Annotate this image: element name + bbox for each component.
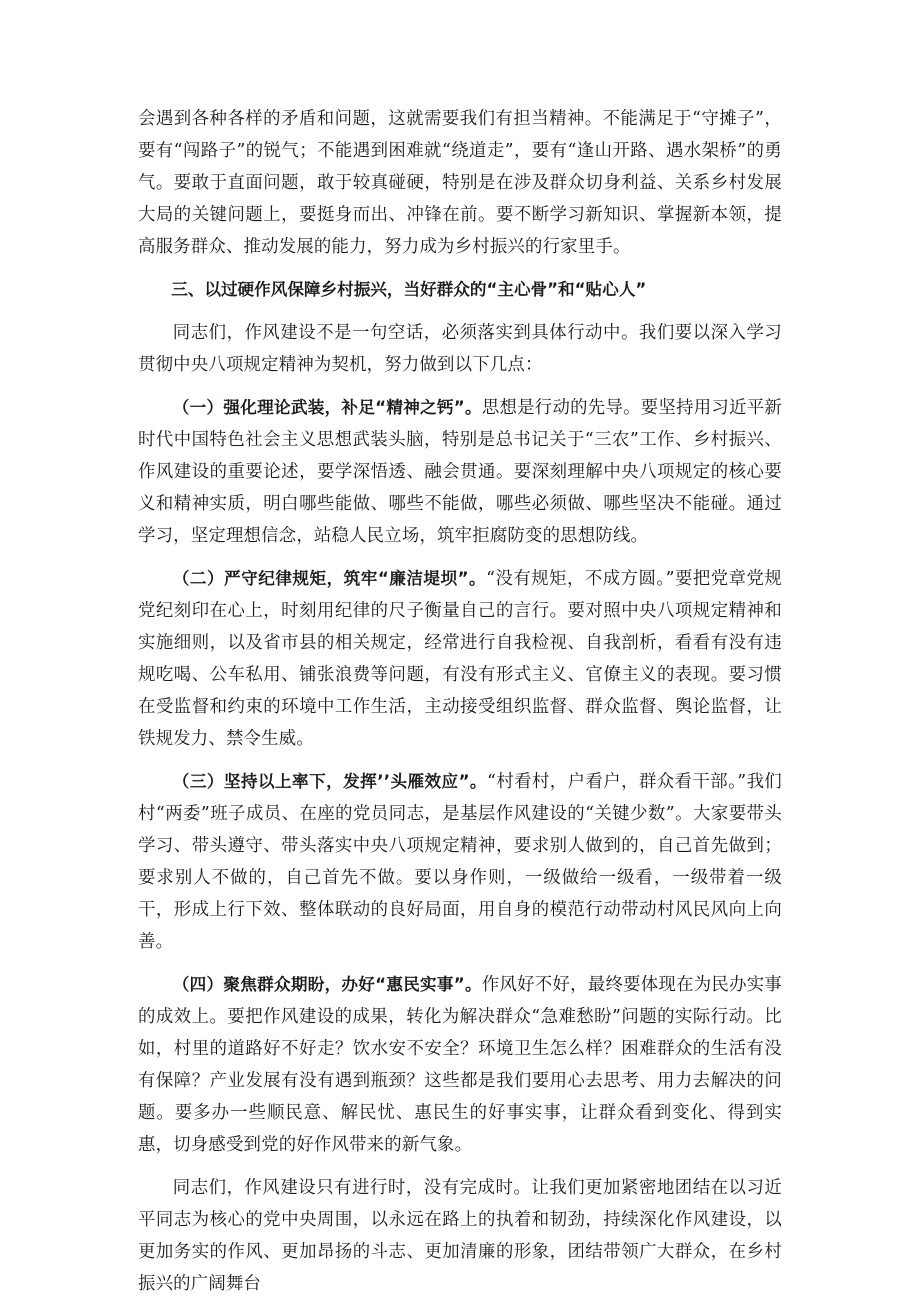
list-item-1-text: 思想是行动的先导。要坚持用习近平新时代中国特色社会主义思想武装头脑，特别是总书记关于“三农”工作、乡村振兴、作风建设的重要论述，要学深悟透、融会贯通。要深刻理解中央八项规定的核心要义和精神实质，明白哪些能做、哪些不能做，哪些必须做、哪些坚决不能碰。通过学习，坚定理想信念，站稳人民立场，筑牢拒腐防变的思想防线。 xyxy=(138,398,782,546)
section-heading-3: 三、以过硬作风保障乡村振兴，当好群众的“主心骨”和“贴心人” xyxy=(171,280,647,299)
list-item-3-lead: （三）坚持以上率下，发挥’’头雁效应”。 xyxy=(172,772,487,791)
paragraph-continuation: 会遇到各种各样的矛盾和问题，这就需要我们有担当精神。不能满足于“守摊子”，要有“闯路子”的锐气；不能遇到困难就“绕道走”，要有“逢山开路、遇水架桥”的勇气。要敢于直面问题，敢于较真碰硬，特别是在涉及群众切身利益、关系乡村发展大局的关键问题上，要挺身而出、冲锋在前。要不断学习新知识、掌握新本领，提高服务群众、推动发展的能力，努力成为乡村振兴的行家里手。 xyxy=(138,109,782,257)
list-item-4-lead: （四）聚焦群众期盼，办好“惠民实事”。 xyxy=(172,975,482,994)
list-item-4-text: 作风好不好，最终要体现在为民办实事的成效上。要把作风建设的成果，转化为解决群众“急难愁盼”问题的实际行动。比如，村里的道路好不好走？饮水安不安全？环境卫生怎么样？困难群众的生活有没有保障？产业发展有没有遇到瓶颈？这些都是我们要用心去思考、用力去解决的问题。要多办一些顺民意、解民忧、惠民生的好事实事，让群众看到变化、得到实惠，切身感受到党的好作风带来的新气象。 xyxy=(138,975,782,1155)
list-item-3 xyxy=(138,766,782,958)
list-item-1 xyxy=(138,392,782,552)
list-item-3-text: “村看村，户看户，群众看干部。”我们村“两委”班子成员、在座的党员同志，是基层作风建设的“关键少数”。大家要带头学习、带头遵守、带头落实中央八项规定精神，要求别人做到的，自己首先做到；要求别人不做的，自己首先不做。要以身作则，一级做给一级看，一级带着一级干，形成上行下效、整体联动的良好局面，用自身的模范行动带动村风民风向上向善。 xyxy=(138,772,783,952)
list-item-2-lead: （二）严守纪律规矩，筑牢“廉洁堤坝”。 xyxy=(172,569,487,588)
paragraph-closing: 同志们，作风建设只有进行时，没有完成时。让我们更加紧密地团结在以习近平同志为核心的党中央周围，以永远在路上的执着和韧劲，持续深化作风建设，以更加务实的作风、更加昂扬的斗志、更加清廉的形象，团结带领广大群众，在乡村振兴的广阔舞台 xyxy=(138,1178,782,1294)
list-item-4 xyxy=(138,969,782,1161)
paragraph-intro: 同志们，作风建设不是一句空话，必须落实到具体行动中。我们要以深入学习贯彻中央八项规定精神为契机，努力做到以下几点： xyxy=(138,323,782,375)
list-item-2-text: “没有规矩，不成方圆。”要把党章党规党纪刻印在心上，时刻用纪律的尺子衡量自己的言行。要对照中央八项规定精神和实施细则，以及省市县的相关规定，经常进行自我检视、自我剖析，看看有没有违规吃喝、公车私用、铺张浪费等问题，有没有形式主义、官僚主义的表现。要习惯在受监督和约束的环境中工作生活，主动接受组织监督、群众监督、舆论监督，让铁规发力、禁令生威。 xyxy=(138,569,782,749)
list-item-2 xyxy=(138,563,782,755)
list-item-1-lead: （一）强化理论武装，补足“精神之钙”。 xyxy=(172,398,482,417)
